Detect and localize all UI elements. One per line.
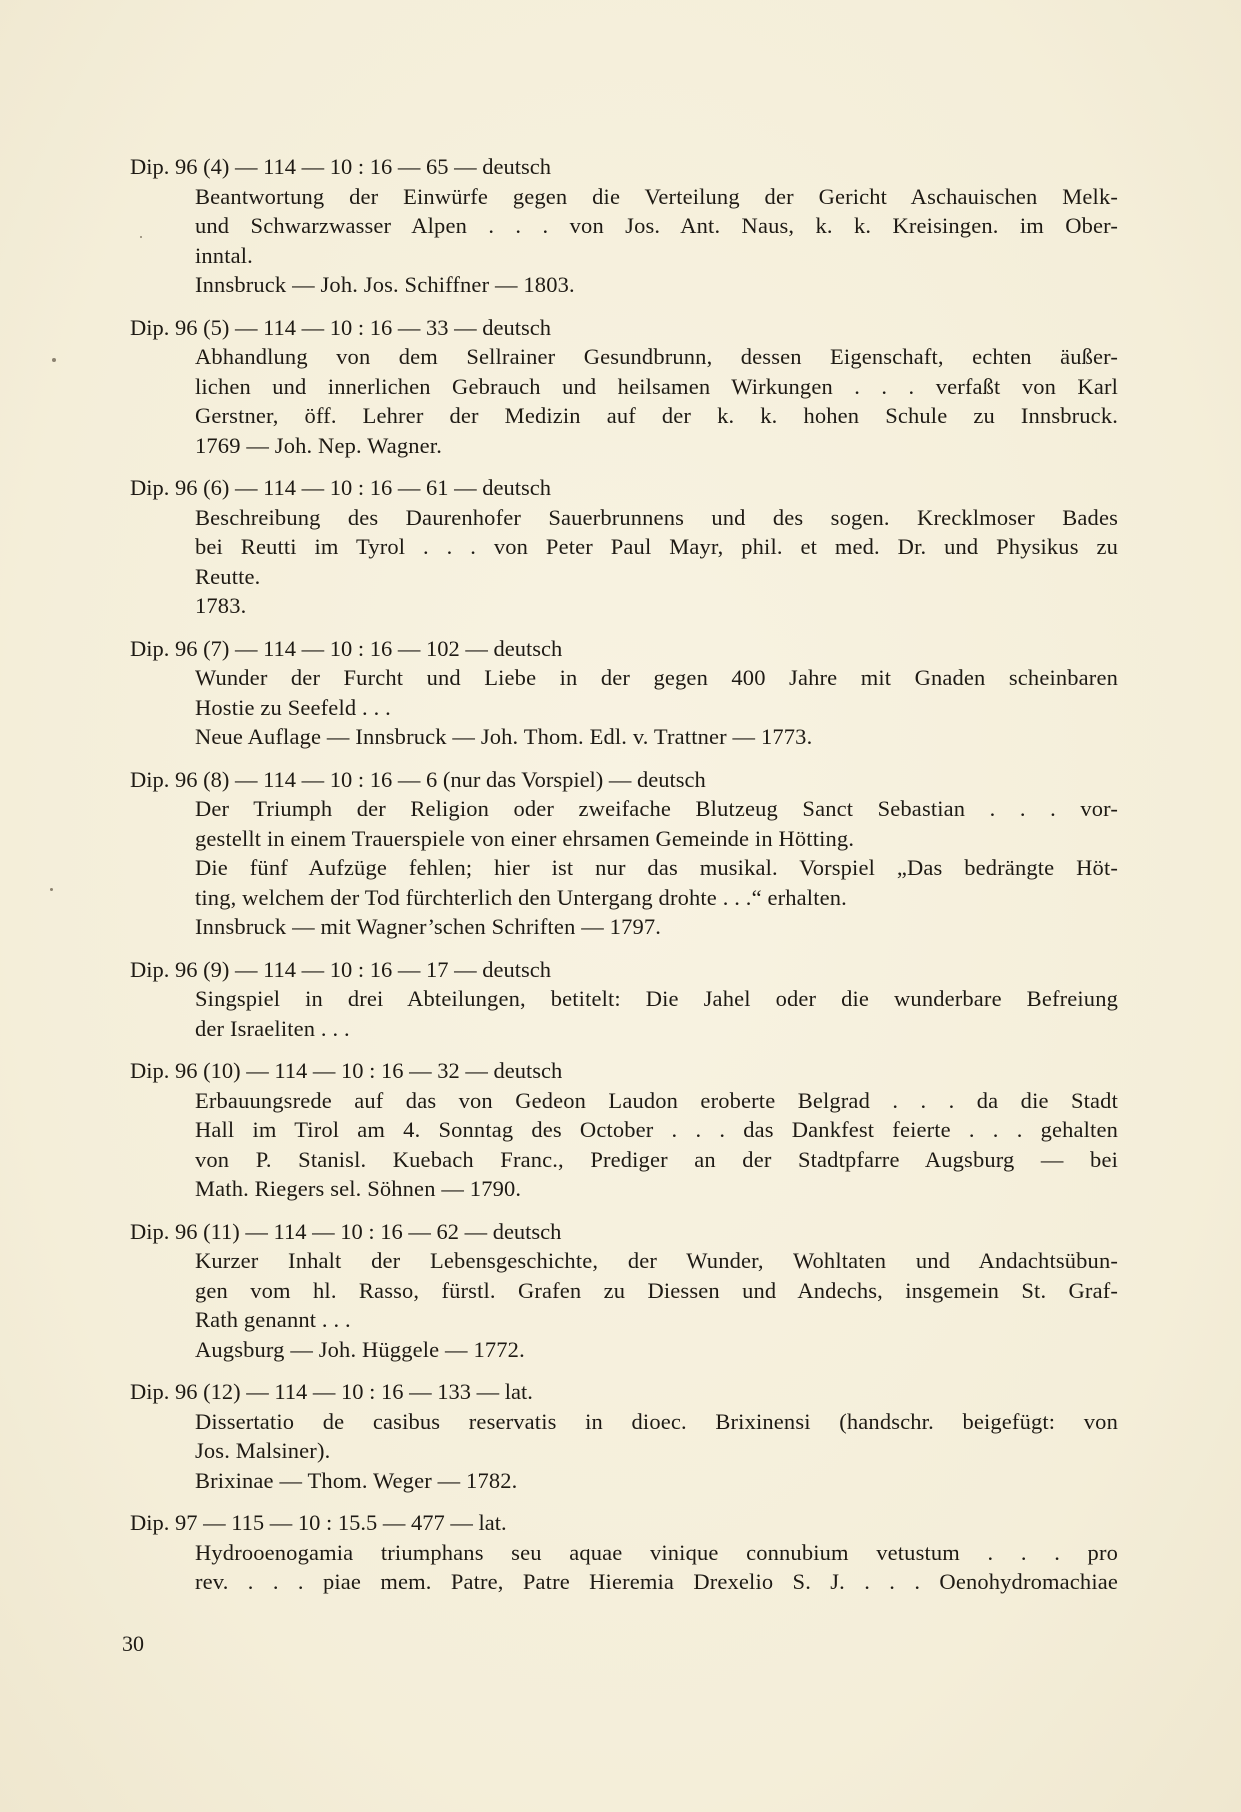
entry-line: Innsbruck — mit Wagner’schen Schriften — 1797. bbox=[195, 914, 662, 939]
entry-line: 1783. bbox=[195, 593, 247, 618]
entry-line: Singspiel in drei Abteilungen, betitelt: Die Jahel oder die wunderbare Befreiung bbox=[195, 986, 1118, 1011]
entry-line: Hydrooenogamia triumphans seu aquae vinique connubium vetustum . . . pro bbox=[195, 1539, 1118, 1565]
entry-line: 1769 — Joh. Nep. Wagner. bbox=[195, 432, 442, 458]
entry-line: Der Triumph der Religion oder zweifache Blutzeug Sanct Sebastian . . . vor- bbox=[195, 796, 1118, 821]
entry-heading: Dip. 96 (7) — 114 — 10 : 16 — 102 — deutsch bbox=[130, 635, 563, 661]
entry-line: und Schwarzwasser Alpen . . . von Jos. Ant. Naus, k. k. Kreisingen. im Ober- bbox=[195, 213, 1118, 238]
entry-line: der Israeliten . . . bbox=[195, 1015, 350, 1041]
catalog-entry bbox=[130, 473, 1118, 621]
entry-heading: Dip. 96 (11) — 114 — 10 : 16 — 62 — deutsch bbox=[130, 1218, 562, 1244]
entry-heading: Dip. 97 — 115 — 10 : 15.5 — 477 — lat. bbox=[130, 1510, 507, 1535]
entry-line: lichen und innerlichen Gebrauch und heilsamen Wirkungen . . . verfaßt von Karl bbox=[195, 373, 1118, 399]
entry-line: von P. Stanisl. Kuebach Franc., Prediger an der Stadtpfarre Augsburg — bei bbox=[195, 1146, 1118, 1172]
entry-line: Jos. Malsiner). bbox=[195, 1438, 331, 1463]
entry-line: ting, welchem der Tod fürchterlich den Untergang drohte . . .“ erhalten. bbox=[195, 884, 847, 910]
entry-line: Math. Riegers sel. Söhnen — 1790. bbox=[195, 1176, 522, 1201]
catalog-entry bbox=[130, 313, 1118, 461]
paper-speck bbox=[140, 236, 142, 238]
entry-heading: Dip. 96 (6) — 114 — 10 : 16 — 61 — deutsch bbox=[130, 475, 552, 500]
entry-line: gestellt in einem Trauerspiele von einer ehrsamen Gemeinde in Hötting. bbox=[195, 825, 855, 851]
entry-line: Beschreibung des Daurenhofer Sauerbrunnens und des sogen. Krecklmoser Bades bbox=[195, 504, 1118, 530]
entry-line: Dissertatio de casibus reservatis in dioec. Brixinensi (handschr. beigefügt: von bbox=[195, 1408, 1118, 1434]
entry-heading: Dip. 96 (8) — 114 — 10 : 16 — 6 (nur das Vorspiel) — deutsch bbox=[130, 766, 706, 792]
catalog-entry bbox=[130, 1217, 1118, 1365]
paper-speck bbox=[50, 888, 53, 891]
entry-heading: Dip. 96 (9) — 114 — 10 : 16 — 17 — deutsch bbox=[130, 956, 552, 982]
entry-heading: Dip. 96 (10) — 114 — 10 : 16 — 32 — deutsch bbox=[130, 1058, 563, 1083]
entry-line: Kurzer Inhalt der Lebensgeschichte, der Wunder, Wohltaten und Andachtsübun- bbox=[195, 1248, 1118, 1273]
entry-line: bei Reutti im Tyrol . . . von Peter Paul Mayr, phil. et med. Dr. und Physikus zu bbox=[195, 534, 1118, 559]
entry-line: Abhandlung von dem Sellrainer Gesundbrunn, dessen Eigenschaft, echten äußer- bbox=[195, 344, 1118, 369]
catalog-entry bbox=[130, 634, 1118, 752]
entry-line: Innsbruck — Joh. Jos. Schiffner — 1803. bbox=[195, 272, 575, 297]
entry-line: Rath genannt . . . bbox=[195, 1307, 351, 1332]
entry-line: Brixinae — Thom. Weger — 1782. bbox=[195, 1467, 518, 1493]
entry-line: Gerstner, öff. Lehrer der Medizin auf der k. k. hohen Schule zu Innsbruck. bbox=[195, 403, 1118, 428]
catalog-entry bbox=[130, 1508, 1118, 1597]
catalog-entries bbox=[130, 152, 1118, 1610]
entry-line: Beantwortung der Einwürfe gegen die Verteilung der Gericht Aschauischen Melk- bbox=[195, 183, 1118, 209]
entry-heading: Dip. 96 (5) — 114 — 10 : 16 — 33 — deutsch bbox=[130, 314, 552, 340]
paper-speck bbox=[52, 358, 56, 362]
entry-line: Erbauungsrede auf das von Gedeon Laudon eroberte Belgrad . . . da die Stadt bbox=[195, 1087, 1118, 1113]
entry-heading: Dip. 96 (4) — 114 — 10 : 16 — 65 — deutsch bbox=[130, 154, 552, 179]
entry-line: inntal. bbox=[195, 242, 253, 268]
catalog-entry bbox=[130, 1056, 1118, 1204]
catalog-entry bbox=[130, 765, 1118, 942]
page-number: 30 bbox=[122, 1631, 144, 1656]
entry-line: Wunder der Furcht und Liebe in der gegen 400 Jahre mit Gnaden scheinbaren bbox=[195, 665, 1118, 690]
entry-line: Neue Auflage — Innsbruck — Joh. Thom. Edl. v. Trattner — 1773. bbox=[195, 724, 813, 749]
entry-line: Augsburg — Joh. Hüggele — 1772. bbox=[195, 1336, 525, 1362]
entry-line: rev. . . . piae mem. Patre, Patre Hieremia Drexelio S. J. . . . Oenohydromachiae bbox=[195, 1569, 1118, 1594]
entry-line: Hostie zu Seefeld . . . bbox=[195, 694, 391, 720]
entry-line: Reutte. bbox=[195, 563, 261, 589]
catalog-entry bbox=[130, 152, 1118, 300]
catalog-entry bbox=[130, 955, 1118, 1044]
entry-line: gen vom hl. Rasso, fürstl. Grafen zu Diessen und Andechs, insgemein St. Graf- bbox=[195, 1277, 1118, 1303]
entry-line: Hall im Tirol am 4. Sonntag des October . . . das Dankfest feierte . . . gehalten bbox=[195, 1117, 1118, 1142]
catalog-entry bbox=[130, 1377, 1118, 1495]
entry-heading: Dip. 96 (12) — 114 — 10 : 16 — 133 — lat. bbox=[130, 1379, 533, 1404]
entry-line: Die fünf Aufzüge fehlen; hier ist nur das musikal. Vorspiel „Das bedrängte Höt- bbox=[195, 855, 1118, 880]
